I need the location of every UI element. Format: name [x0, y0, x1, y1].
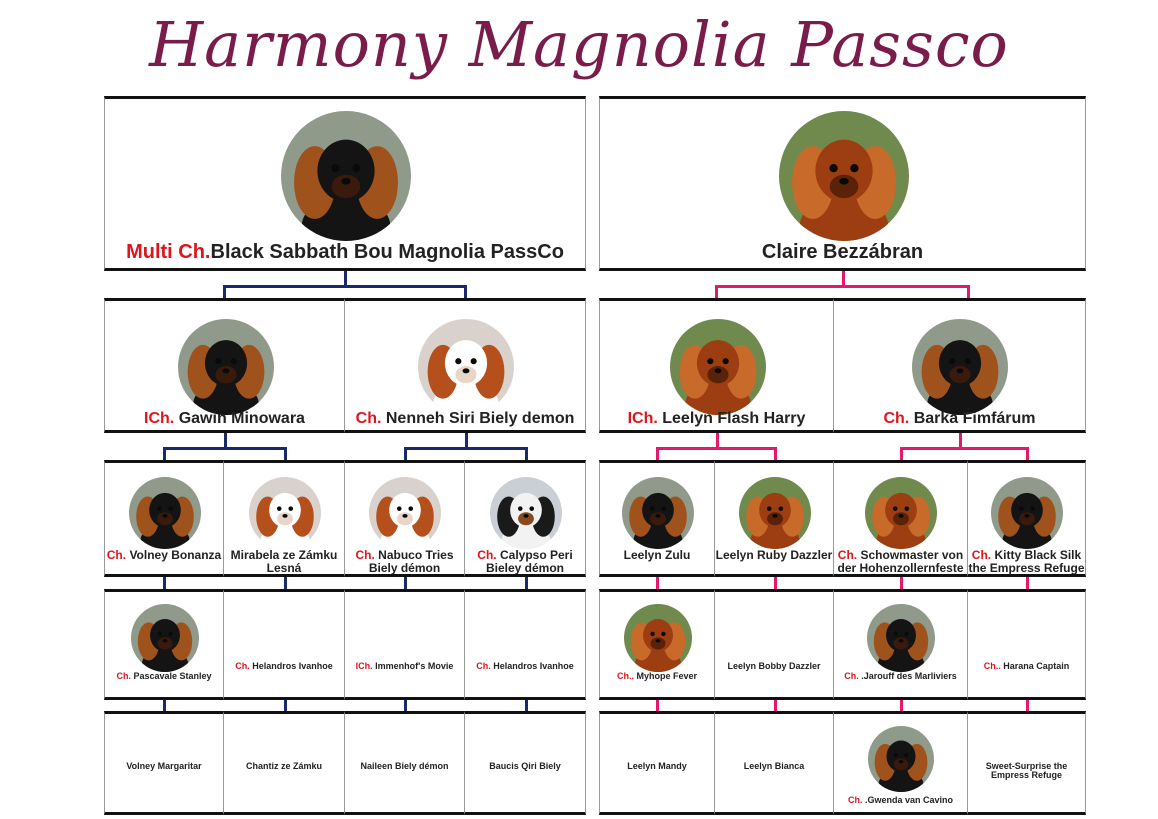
dog-name: [224, 662, 344, 671]
dog-name-text: Pascavale Stanley: [133, 671, 212, 681]
champion-title: Ch.: [235, 661, 250, 671]
pedigree-cell: [224, 711, 345, 815]
dog-name: [105, 242, 585, 263]
connector-line: [774, 447, 777, 460]
connector-line: [525, 447, 528, 460]
dog-name-text: Leelyn Ruby Dazzler: [715, 548, 833, 562]
dog-name-text: Myhope Fever: [636, 671, 698, 681]
pedigree-cell: [599, 589, 715, 700]
dog-name-text: Volney Bonanza: [129, 548, 222, 562]
pedigree-cell: [968, 711, 1086, 815]
blenheim-dog-photo: [249, 477, 321, 549]
dog-name: [968, 549, 1085, 574]
connector-line: [163, 577, 166, 589]
connector-line: [404, 700, 407, 711]
dog-name-text: Immenhof's Movie: [375, 661, 454, 671]
dog-name-text: Leelyn Bobby Dazzler: [727, 661, 821, 671]
pedigree-cell: [345, 298, 586, 433]
pedigree-cell: [834, 589, 968, 700]
pedigree-cell: [345, 711, 465, 815]
champion-title: Ch.: [477, 548, 497, 562]
connector-line: [967, 285, 970, 298]
dog-name-text: Leelyn Zulu: [623, 548, 691, 562]
pedigree-cell: [834, 460, 968, 577]
dog-name: [345, 411, 585, 428]
connector-line: [464, 285, 467, 298]
dog-name-text: Leelyn Mandy: [627, 761, 687, 771]
connector-line: [525, 700, 528, 711]
pedigree-cell: [599, 460, 715, 577]
pedigree-cell: [834, 711, 968, 815]
connector-line: [284, 577, 287, 589]
champion-title: Ch.: [476, 661, 491, 671]
black-and-tan-dog-photo: [281, 111, 411, 241]
connector-line: [1026, 577, 1029, 589]
pedigree-cell: [465, 589, 586, 700]
pedigree-cell: [224, 460, 345, 577]
pedigree-cell: [715, 589, 834, 700]
dog-name: [345, 549, 464, 574]
pedigree-cell: [715, 711, 834, 815]
connector-line: [900, 447, 903, 460]
connector-line: [163, 447, 287, 450]
black-and-tan-dog-photo: [912, 319, 1008, 415]
dog-name: [465, 662, 585, 671]
dog-name: [600, 762, 714, 771]
dog-name: [345, 662, 464, 671]
ruby-dog-photo: [670, 319, 766, 415]
pedigree-cell: [104, 711, 224, 815]
connector-line: [900, 447, 1029, 450]
dog-name-text: Sweet-Surprise the Empress Refuge: [985, 761, 1068, 781]
dog-name: [834, 796, 967, 805]
pedigree-cell: [104, 96, 586, 271]
dog-name: [600, 242, 1085, 263]
dog-name-text: Nabuco Tries Biely démon: [368, 548, 454, 575]
ruby-dog-photo: [779, 111, 909, 241]
dog-name: [715, 762, 833, 771]
dog-name-text: Helandros Ivanhoe: [252, 661, 333, 671]
champion-title: ICh.: [144, 410, 175, 427]
connector-line: [842, 271, 845, 285]
connector-line: [715, 285, 718, 298]
blenheim-dog-photo: [418, 319, 514, 415]
ruby-dog-photo: [624, 604, 692, 672]
tricolour-dog-photo: [490, 477, 562, 549]
blenheim-dog-photo: [369, 477, 441, 549]
dog-name: [834, 549, 967, 574]
connector-line: [344, 271, 347, 285]
dog-name: [105, 672, 223, 681]
dog-name-text: Leelyn Bianca: [743, 761, 805, 771]
dog-name: [465, 549, 585, 574]
connector-line: [900, 700, 903, 711]
dog-name-text: Leelyn Flash Harry: [662, 410, 806, 427]
black-and-tan-dog-photo: [622, 477, 694, 549]
connector-line: [163, 700, 166, 711]
champion-title: Multi Ch.: [126, 241, 211, 263]
connector-line: [525, 577, 528, 589]
connector-line: [656, 700, 659, 711]
dog-name-text: Schowmaster von der Hohenzollernfeste: [837, 548, 964, 575]
dog-name-text: Harana Captain: [1003, 661, 1070, 671]
dog-name-text: Naileen Biely démon: [360, 761, 449, 771]
black-and-tan-dog-photo: [178, 319, 274, 415]
connector-line: [465, 433, 468, 447]
dog-name-text: Claire Bezzábran: [761, 241, 924, 263]
pedigree-cell: [599, 96, 1086, 271]
dog-name: [834, 411, 1085, 428]
page-title: Harmony Magnolia Passco: [149, 8, 1009, 81]
dog-name: [224, 549, 344, 574]
connector-line: [224, 433, 227, 447]
connector-line: [163, 447, 166, 460]
pedigree-cell: [465, 460, 586, 577]
champion-title: Ch..: [616, 671, 634, 681]
connector-line: [404, 577, 407, 589]
pedigree-cell: [968, 589, 1086, 700]
dog-name-text: Barka Fimfárum: [913, 410, 1036, 427]
champion-title: Ch.: [847, 795, 863, 805]
pedigree-cell: [968, 460, 1086, 577]
pedigree-cell: [599, 711, 715, 815]
dog-name-text: Volney Margaritar: [126, 761, 202, 771]
connector-line: [1026, 447, 1029, 460]
champion-title: Ch.: [971, 548, 992, 562]
pedigree-cell: [465, 711, 586, 815]
dog-name-text: Mirabela ze Zámku Lesná: [230, 548, 338, 575]
connector-line: [223, 285, 226, 298]
connector-line: [404, 447, 528, 450]
dog-name-text: Baucis Qiri Biely: [489, 761, 561, 771]
dog-name-text: Black Sabbath Bou Magnolia PassCo: [210, 241, 564, 263]
dog-name: [105, 411, 344, 428]
champion-title: Ch.: [883, 410, 910, 427]
dog-name-text: Calypso Peri Bieley démon: [485, 548, 573, 575]
pedigree-cell: [104, 589, 224, 700]
ruby-dog-photo: [739, 477, 811, 549]
connector-line: [284, 700, 287, 711]
dog-name: [968, 662, 1085, 671]
dog-name: [105, 762, 223, 771]
connector-line: [404, 447, 407, 460]
connector-line: [1026, 700, 1029, 711]
dog-name: [224, 762, 344, 771]
dog-name-text: .Gwenda van Cavino: [864, 795, 954, 805]
connector-line: [959, 433, 962, 447]
dog-name-text: Nenneh Siri Biely demon: [385, 410, 575, 427]
dog-name-text: .Jarouff des Marliviers: [861, 671, 957, 681]
champion-title: Ch..: [983, 661, 1001, 671]
black-and-tan-dog-photo: [991, 477, 1063, 549]
black-and-tan-dog-photo: [129, 477, 201, 549]
dog-name: [834, 672, 967, 681]
champion-title: Ch.: [355, 548, 375, 562]
champion-title: ICh.: [627, 410, 658, 427]
connector-line: [774, 577, 777, 589]
dog-name: [105, 549, 223, 562]
connector-line: [656, 447, 659, 460]
connector-line: [774, 700, 777, 711]
pedigree-cell: [104, 298, 345, 433]
pedigree-cell: [345, 589, 465, 700]
connector-line: [284, 447, 287, 460]
black-and-tan-dog-photo: [131, 604, 199, 672]
connector-line: [223, 285, 467, 288]
pedigree-cell: [599, 298, 834, 433]
dog-name: [345, 762, 464, 771]
champion-title: Ch.: [844, 671, 859, 681]
dog-name-text: Kitty Black Silk the Empress Refuge: [968, 548, 1085, 575]
champion-title: Ch.: [116, 671, 131, 681]
pedigree-cell: [834, 298, 1086, 433]
dog-name-text: Gawin Minowara: [178, 410, 305, 427]
champion-title: ICh.: [355, 661, 373, 671]
dog-name: [600, 549, 714, 562]
ruby-dog-photo: [865, 477, 937, 549]
dog-name: [715, 662, 833, 671]
champion-title: Ch.: [355, 410, 382, 427]
dog-name-text: Chantiz ze Zámku: [245, 761, 322, 771]
connector-line: [656, 447, 777, 450]
pedigree-cell: [715, 460, 834, 577]
pedigree-cell: [224, 589, 345, 700]
dog-name: [465, 762, 585, 771]
black-and-tan-dog-photo: [868, 726, 934, 792]
dog-name: [600, 672, 714, 681]
connector-line: [656, 577, 659, 589]
dog-name-text: Helandros Ivanhoe: [493, 661, 574, 671]
dog-name: [600, 411, 833, 428]
pedigree-cell: [104, 460, 224, 577]
champion-title: Ch.: [106, 548, 127, 562]
connector-line: [900, 577, 903, 589]
dog-name: [715, 549, 833, 562]
dog-name: [968, 762, 1085, 781]
champion-title: Ch.: [837, 548, 858, 562]
black-and-tan-dog-photo: [867, 604, 935, 672]
connector-line: [716, 433, 719, 447]
connector-line: [715, 285, 970, 288]
pedigree-cell: [345, 460, 465, 577]
